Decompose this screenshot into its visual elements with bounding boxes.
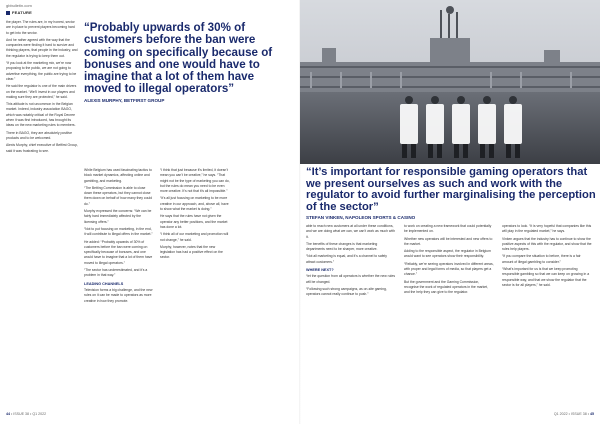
left-column-1 [6, 20, 78, 156]
pull-quote-attribution: ALEXIS MURPHY, BETFIRST GROUP [84, 97, 165, 103]
paragraph: able to reach new customers at all under these conditions, and we are doing what we can, we can’t work as much with it. [306, 224, 395, 239]
paragraph: “Reliably, we’re seeing operators involved in different areas, with proper and legal forms of media, so that players get a chance.” [404, 261, 494, 277]
paragraph: Murphy, however, notes that the new legislation has had a positive effect on the sector. [160, 244, 223, 260]
paragraph: Whether new operators will be interested and new offers to the market. [404, 236, 493, 246]
pull-quote-right [306, 167, 596, 220]
paragraph: operators to look. “It is very hopeful that companies like this will play in the regulated market,” he says. [502, 224, 592, 234]
paragraph: Yet the question from all operators is whether the new rules will be changed. [306, 274, 396, 284]
pull-quote-text-right: “It’s important for responsible gaming operators that we present ourselves as such and work with the regulator to avoid further marginalising the perception of the sector” [306, 166, 596, 213]
left-issue: ISSUE 38 [13, 412, 30, 416]
paragraph: He says that the rules have not given the operator any better positions, and the market has done a lot. [160, 214, 228, 229]
paragraph: Murphy expressed the concerns: “We can be fairly hard immediately affected by the licensing offers.” [84, 209, 152, 224]
subheading: LEADING CHANNELS [84, 281, 124, 286]
paragraph: “I think that just because it’s limited, it doesn’t mean you can’t be creative,” he says. “That might not be the type of marketing you can do, but the rules do mean you need to be even more creative. It’s not that it’s all impossible.” [160, 168, 230, 194]
paragraph: “What’s important for us is that we keep promoting responsible gambling so that we can keep on growing in a responsible way, and that we show the regulator that the sector is for all players,” he said. [502, 267, 590, 287]
paragraph: But the government and the Gaming Commission, recognise the work of regulated operators in the market, and the help they can give to the regulator. [404, 279, 489, 295]
paragraph: to work on creating a new framework that could potentially be implemented on. [404, 224, 492, 234]
paragraph: “I think all of our marketing and promotion will not change,” he said. [160, 232, 229, 242]
paragraph: There in BAGO, they are absolutely positive products and to be welcomed. [6, 130, 72, 140]
paragraph: He added: “Probably upwards of 30% of customers before the ban were coming on specifically because of bonuses, and one would have to imagine that a lot of them have moved to illegal operators.” [84, 239, 153, 265]
paragraph: Alexis Murphy, chief executive of Betfirst Group, said it was frustrating to see. [6, 143, 78, 153]
pull-quote-left [84, 22, 294, 103]
paragraph: “Not to put focusing on marketing, in the end, it will contribute to illegal offers in the market.” [84, 226, 153, 237]
right-column-2 [404, 224, 494, 298]
paragraph: Television forms a big challenge, and the new rules on it can be made to operators as more creative in how they promote. [84, 287, 153, 303]
paragraph: “Following such strong campaigns, as on-site gaming, operators cannot really continue to push.” [306, 286, 387, 297]
paragraph: “The Betting Commission is able to close down these operators, but they cannot close them down on behalf of how many they could do.” [84, 185, 153, 206]
paragraph: This attitude is not uncommon in the Belgian market. Indeed, industry association BAGO, which was notably critical of the Royal Decree when it was first introduced, has brought its ideas on the new marketing rules to members. [6, 102, 76, 128]
pull-quote-attribution-right: STEFAN VINKEN, NAPOLEON SPORTS & CASINO [306, 215, 416, 221]
right-column-3 [502, 224, 592, 290]
paragraph: The benefits of these changes is that marketing departments need to be sharper, more creative. [306, 241, 378, 252]
right-footer: Q1 2022 • ISSUE 38 • 45 [553, 412, 594, 416]
paragraph: “If you compare the situation to before, there is a fair amount of illegal gambling to consider.” [502, 254, 581, 264]
left-column-3 [160, 168, 230, 263]
section-label [6, 10, 32, 15]
paragraph: And he rather agreed with the way that the companies were finding it hard to survive and thinking players, that people in the industry, and the regulator is trying to keep them out. [6, 37, 78, 58]
paragraph: the player. The rules are, in my honest, sector are in place to prevent players becoming hard to get into the sector. [6, 20, 75, 35]
parliament-square-illustration [300, 0, 600, 164]
right-issue: ISSUE 38 [570, 412, 587, 416]
paragraph: While Belgium has used fascinating tactics to block market dynamics, affecting online and gambling, and marketing. [84, 168, 152, 183]
pull-quote-text: “Probably upwards of 30% of customers before the ban were coming on specifically because of bonuses and one would have to imagine that a lot of them have moved to illegal operators” [84, 21, 273, 96]
paragraph: “If you look at the marketing mix, we’re now proposing to the public, we are not going to advertise everything, the public are trying to be clear.” [6, 61, 77, 81]
left-page-number: 44 [6, 412, 10, 416]
right-date: Q1 2022 [553, 412, 568, 416]
left-column-2 [84, 168, 154, 306]
hero-photo [300, 0, 600, 164]
subheading: WHERE NEXT? [306, 268, 334, 273]
paragraph: Adding to the responsible aspect, the regulator in Belgium would want to see operators show their responsibility. [404, 249, 491, 259]
paragraph: He said the regulator is one of the main drivers on the market. “We’ll invest in our players and making sure they are protected,” he said. [6, 84, 77, 99]
section-square-icon [6, 11, 10, 15]
left-date: Q1 2022 [32, 412, 47, 416]
paragraph: Vinken argues that the industry has to continue to show the positive aspects of this with the regulator, and show that the rules help players. [502, 236, 592, 252]
right-page-number: 45 [590, 412, 594, 416]
section-title: FEATURE [12, 10, 32, 15]
left-footer: 44 • ISSUE 38 • Q1 2022 [6, 412, 47, 416]
paragraph: “Not all marketing is equal, and it’s a channel to safely attract customers.” [306, 254, 387, 264]
right-column-1 [306, 224, 396, 300]
paragraph: “It’s all just focusing on marketing to be more creative in our approach, and, above all, have to show what the market is doing.” [160, 196, 229, 212]
paragraph: “The sector has underestimated, and it’s a problem in that way.” [84, 268, 148, 278]
site-url: gbbulletin.com [6, 3, 32, 8]
